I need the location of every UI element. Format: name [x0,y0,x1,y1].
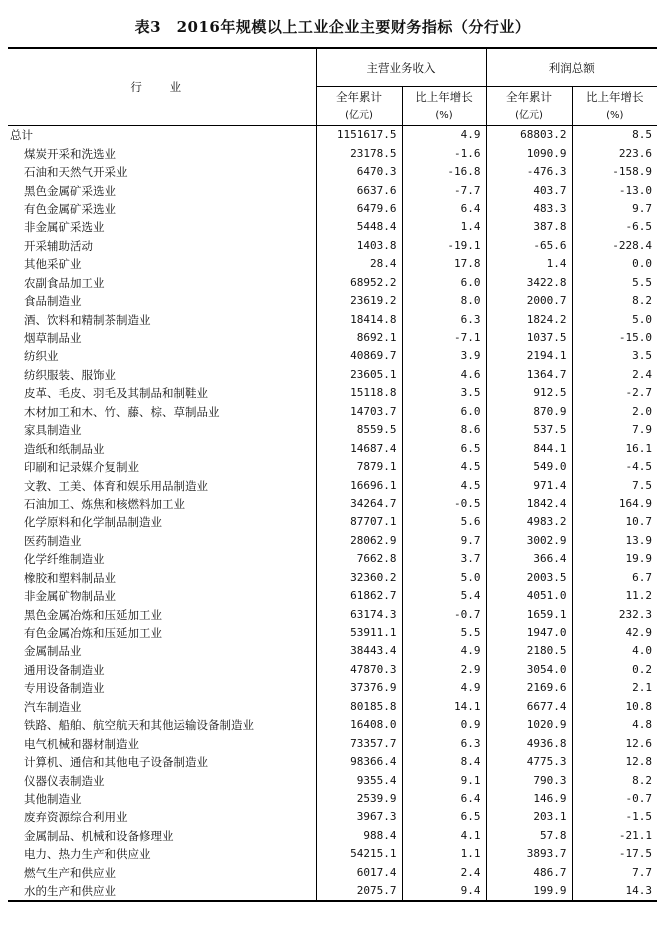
industry-name: 烟草制品业 [24,331,82,346]
revenue-cumulative: 7879.1 [316,458,402,476]
industry-name: 其他制造业 [24,791,82,806]
table-row [8,605,657,623]
profit-cumulative: 1364.7 [486,366,572,384]
table-row [8,827,657,845]
revenue-cumulative: 16408.0 [316,716,402,734]
table-row [8,274,657,292]
revenue-cumulative: 6470.3 [316,163,402,181]
revenue-cumulative: 98366.4 [316,753,402,771]
profit-growth-header: 比上年增长 (%) [572,87,657,126]
profit-cumulative: 68803.2 [486,126,572,145]
profit-header: 利润总额 [486,48,657,87]
profit-cumulative: -65.6 [486,237,572,255]
profit-growth: 8.5 [572,126,657,145]
revenue-growth: 1.4 [402,218,486,236]
revenue-cumulative: 38443.4 [316,642,402,660]
revenue-header: 主营业务收入 [316,48,486,87]
profit-growth: 7.5 [572,476,657,494]
profit-cumulative: 2000.7 [486,292,572,310]
industry-name: 黑色金属矿采选业 [24,183,116,198]
industry-name: 医药制造业 [24,533,82,548]
table-row [8,661,657,679]
profit-growth: 12.8 [572,753,657,771]
profit-cumulative: 3893.7 [486,845,572,863]
profit-cumulative: 3002.9 [486,532,572,550]
profit-cumulative: 912.5 [486,384,572,402]
table-row [8,753,657,771]
industry-name: 汽车制造业 [24,699,82,714]
profit-growth: 3.5 [572,347,657,365]
profit-growth: -4.5 [572,458,657,476]
profit-cumulative: 4936.8 [486,734,572,752]
profit-cumulative: 1842.4 [486,495,572,513]
table-title: 表3 2016年规模以上工业企业主要财务指标（分行业） [134,18,531,36]
profit-growth: -1.5 [572,808,657,826]
industry-name: 化学原料和化学制品制造业 [24,515,162,530]
table-row [8,237,657,255]
revenue-growth: 4.6 [402,366,486,384]
revenue-growth-header: 比上年增长 (%) [402,87,486,126]
industry-name: 水的生产和供应业 [24,884,116,899]
table-row [8,513,657,531]
profit-growth: 16.1 [572,439,657,457]
profit-cumulative: 790.3 [486,771,572,789]
profit-growth: -15.0 [572,329,657,347]
revenue-cumulative: 7662.8 [316,550,402,568]
revenue-growth: 4.9 [402,679,486,697]
revenue-growth: 8.6 [402,421,486,439]
table-row [8,624,657,642]
profit-growth: 7.7 [572,864,657,882]
revenue-cumulative: 53911.1 [316,624,402,642]
profit-growth: 6.7 [572,569,657,587]
profit-cumulative: 1659.1 [486,605,572,623]
profit-growth: 7.9 [572,421,657,439]
table-row [8,790,657,808]
revenue-cumulative: 63174.3 [316,605,402,623]
revenue-cumulative: 2539.9 [316,790,402,808]
revenue-growth: 6.3 [402,310,486,328]
revenue-growth: -0.7 [402,605,486,623]
revenue-growth: -7.1 [402,329,486,347]
revenue-cumulative: 23178.5 [316,144,402,162]
table-row [8,310,657,328]
industry-name: 印刷和记录媒介复制业 [24,460,139,475]
table-row [8,532,657,550]
table-row [8,439,657,457]
profit-growth: 223.6 [572,144,657,162]
industry-name: 黑色金属冶炼和压延加工业 [24,607,162,622]
industry-name: 专用设备制造业 [24,681,105,696]
revenue-growth: 6.4 [402,790,486,808]
industry-name: 农副食品加工业 [24,275,105,290]
industry-name: 家具制造业 [24,423,82,438]
table-row [8,495,657,513]
industry-name: 其他采矿业 [24,257,82,272]
industry-name: 通用设备制造业 [24,662,105,677]
profit-growth: 10.8 [572,698,657,716]
revenue-cumulative: 8692.1 [316,329,402,347]
profit-growth: -21.1 [572,827,657,845]
revenue-growth: 4.5 [402,476,486,494]
profit-cumulative: 483.3 [486,200,572,218]
profit-cumulative: 549.0 [486,458,572,476]
revenue-cumulative: 61862.7 [316,587,402,605]
profit-growth: 9.7 [572,200,657,218]
table-row [8,292,657,310]
table-row [8,218,657,236]
table-row [8,864,657,882]
profit-cumulative: 403.7 [486,181,572,199]
profit-cumulative: 366.4 [486,550,572,568]
profit-growth: 11.2 [572,587,657,605]
revenue-cumulative: 9355.4 [316,771,402,789]
industry-name: 铁路、船舶、航空航天和其他运输设备制造业 [24,718,254,733]
revenue-cumulative: 37376.9 [316,679,402,697]
profit-growth: -158.9 [572,163,657,181]
profit-cumulative: 4983.2 [486,513,572,531]
profit-growth: -17.5 [572,845,657,863]
revenue-growth: -0.5 [402,495,486,513]
revenue-cumulative-header: 全年累计 (亿元) [316,87,402,126]
revenue-growth: 9.4 [402,882,486,901]
profit-growth: 12.6 [572,734,657,752]
revenue-cumulative: 87707.1 [316,513,402,531]
profit-growth: 0.2 [572,661,657,679]
table-row [8,569,657,587]
revenue-growth: 0.9 [402,716,486,734]
table-row [8,403,657,421]
profit-cumulative: 2180.5 [486,642,572,660]
profit-growth: 14.3 [572,882,657,901]
profit-cumulative: 4775.3 [486,753,572,771]
revenue-cumulative: 5448.4 [316,218,402,236]
profit-cumulative: 486.7 [486,864,572,882]
revenue-growth: 5.5 [402,624,486,642]
revenue-cumulative: 23619.2 [316,292,402,310]
industry-name: 石油和天然气开采业 [24,165,128,180]
table-row [8,329,657,347]
revenue-cumulative: 34264.7 [316,495,402,513]
industry-name: 纺织业 [24,349,59,364]
profit-growth: 0.0 [572,255,657,273]
profit-growth: 19.9 [572,550,657,568]
profit-growth: -228.4 [572,237,657,255]
revenue-growth: 1.1 [402,845,486,863]
revenue-cumulative: 3967.3 [316,808,402,826]
revenue-growth: 3.5 [402,384,486,402]
revenue-growth: 2.9 [402,661,486,679]
revenue-cumulative: 6017.4 [316,864,402,882]
revenue-growth: 6.5 [402,808,486,826]
industry-name: 金属制品业 [24,644,82,659]
profit-growth: -2.7 [572,384,657,402]
table-row [8,255,657,273]
revenue-cumulative: 68952.2 [316,274,402,292]
revenue-growth: 8.4 [402,753,486,771]
table-row [8,771,657,789]
table-row [8,845,657,863]
industry-name: 电力、热力生产和供应业 [24,847,151,862]
profit-cumulative: 1947.0 [486,624,572,642]
profit-cumulative: 203.1 [486,808,572,826]
industry-name: 非金属矿采选业 [24,220,105,235]
industry-name: 仪器仪表制造业 [24,773,105,788]
table-row [8,476,657,494]
revenue-cumulative: 8559.5 [316,421,402,439]
profit-growth: 4.8 [572,716,657,734]
profit-cumulative: 57.8 [486,827,572,845]
revenue-cumulative: 28062.9 [316,532,402,550]
revenue-growth: 2.4 [402,864,486,882]
profit-growth: 42.9 [572,624,657,642]
revenue-cumulative: 1403.8 [316,237,402,255]
revenue-cumulative: 54215.1 [316,845,402,863]
industry-name: 文教、工美、体育和娱乐用品制造业 [24,478,208,493]
revenue-cumulative: 18414.8 [316,310,402,328]
revenue-growth: -16.8 [402,163,486,181]
revenue-growth: 6.4 [402,200,486,218]
table-row [8,144,657,162]
table-row [8,458,657,476]
profit-cumulative: 2169.6 [486,679,572,697]
table-row [8,882,657,901]
profit-cumulative: 1.4 [486,255,572,273]
table-row [8,384,657,402]
profit-cumulative: 844.1 [486,439,572,457]
revenue-cumulative: 80185.8 [316,698,402,716]
profit-cumulative: 3422.8 [486,274,572,292]
profit-cumulative: 6677.4 [486,698,572,716]
revenue-growth: 9.7 [402,532,486,550]
profit-cumulative: 146.9 [486,790,572,808]
profit-cumulative: 1037.5 [486,329,572,347]
industry-name: 有色金属冶炼和压延加工业 [24,626,162,641]
table-row [8,347,657,365]
industry-name: 燃气生产和供应业 [24,865,116,880]
industry-name: 石油加工、炼焦和核燃料加工业 [24,496,185,511]
profit-growth: -6.5 [572,218,657,236]
profit-cumulative: 537.5 [486,421,572,439]
industry-name: 化学纤维制造业 [24,552,105,567]
revenue-cumulative: 14703.7 [316,403,402,421]
table-row [8,808,657,826]
revenue-cumulative: 16696.1 [316,476,402,494]
revenue-growth: 5.0 [402,569,486,587]
revenue-growth: 5.6 [402,513,486,531]
profit-cumulative: 971.4 [486,476,572,494]
profit-growth: 2.4 [572,366,657,384]
table-row [8,642,657,660]
revenue-growth: 3.7 [402,550,486,568]
revenue-cumulative: 2075.7 [316,882,402,901]
revenue-growth: -19.1 [402,237,486,255]
profit-growth: 164.9 [572,495,657,513]
revenue-cumulative: 73357.7 [316,734,402,752]
profit-growth: 2.1 [572,679,657,697]
industry-name: 电气机械和器材制造业 [24,736,139,751]
profit-growth: 8.2 [572,771,657,789]
revenue-growth: 14.1 [402,698,486,716]
total-row [8,126,657,145]
table-row [8,734,657,752]
revenue-growth: 4.1 [402,827,486,845]
revenue-cumulative: 32360.2 [316,569,402,587]
revenue-cumulative: 14687.4 [316,439,402,457]
table-row [8,366,657,384]
industry-name: 有色金属矿采选业 [24,201,116,216]
industry-name: 木材加工和木、竹、藤、棕、草制品业 [24,404,220,419]
profit-growth: 5.0 [572,310,657,328]
profit-cumulative: 1824.2 [486,310,572,328]
profit-cumulative: 199.9 [486,882,572,901]
table-row [8,716,657,734]
revenue-growth: 4.5 [402,458,486,476]
financial-indicators-table [8,47,657,902]
profit-cumulative: 3054.0 [486,661,572,679]
revenue-growth: -7.7 [402,181,486,199]
industry-header: 行 业 [8,48,316,126]
industry-name: 开采辅助活动 [24,238,93,253]
profit-growth: 232.3 [572,605,657,623]
profit-growth: -13.0 [572,181,657,199]
industry-name: 食品制造业 [24,294,82,309]
profit-cumulative: 1020.9 [486,716,572,734]
profit-cumulative: 4051.0 [486,587,572,605]
industry-name: 橡胶和塑料制品业 [24,570,116,585]
table-row [8,550,657,568]
industry-name: 煤炭开采和洗选业 [24,146,116,161]
profit-growth: 4.0 [572,642,657,660]
table-row [8,679,657,697]
industry-name: 总计 [10,128,33,143]
profit-cumulative: 2003.5 [486,569,572,587]
profit-growth: 8.2 [572,292,657,310]
industry-name: 皮革、毛皮、羽毛及其制品和制鞋业 [24,386,208,401]
revenue-cumulative: 28.4 [316,255,402,273]
profit-cumulative-header: 全年累计 (亿元) [486,87,572,126]
revenue-growth: 17.8 [402,255,486,273]
industry-name: 计算机、通信和其他电子设备制造业 [24,755,208,770]
revenue-cumulative: 6479.6 [316,200,402,218]
revenue-cumulative: 1151617.5 [316,126,402,145]
profit-growth: -0.7 [572,790,657,808]
revenue-growth: 6.5 [402,439,486,457]
table-row [8,421,657,439]
revenue-cumulative: 15118.8 [316,384,402,402]
revenue-growth: 9.1 [402,771,486,789]
industry-name: 纺织服装、服饰业 [24,367,116,382]
profit-growth: 2.0 [572,403,657,421]
revenue-growth: 6.0 [402,274,486,292]
revenue-cumulative: 40869.7 [316,347,402,365]
profit-growth: 5.5 [572,274,657,292]
table-row [8,587,657,605]
industry-name: 造纸和纸制品业 [24,441,105,456]
profit-growth: 13.9 [572,532,657,550]
revenue-growth: 4.9 [402,642,486,660]
industry-name: 酒、饮料和精制茶制造业 [24,312,151,327]
profit-cumulative: 1090.9 [486,144,572,162]
revenue-growth: 5.4 [402,587,486,605]
table-row [8,698,657,716]
revenue-growth: 8.0 [402,292,486,310]
revenue-cumulative: 23605.1 [316,366,402,384]
revenue-cumulative: 6637.6 [316,181,402,199]
profit-cumulative: 2194.1 [486,347,572,365]
revenue-growth: 6.0 [402,403,486,421]
profit-cumulative: -476.3 [486,163,572,181]
revenue-growth: -1.6 [402,144,486,162]
revenue-growth: 6.3 [402,734,486,752]
industry-name: 金属制品、机械和设备修理业 [24,828,174,843]
industry-name: 非金属矿物制品业 [24,589,116,604]
table-row [8,200,657,218]
industry-name: 废弃资源综合利用业 [24,810,128,825]
revenue-cumulative: 47870.3 [316,661,402,679]
table-row [8,181,657,199]
profit-cumulative: 870.9 [486,403,572,421]
profit-cumulative: 387.8 [486,218,572,236]
profit-growth: 10.7 [572,513,657,531]
revenue-cumulative: 988.4 [316,827,402,845]
table-row [8,163,657,181]
revenue-growth: 4.9 [402,126,486,145]
revenue-growth: 3.9 [402,347,486,365]
